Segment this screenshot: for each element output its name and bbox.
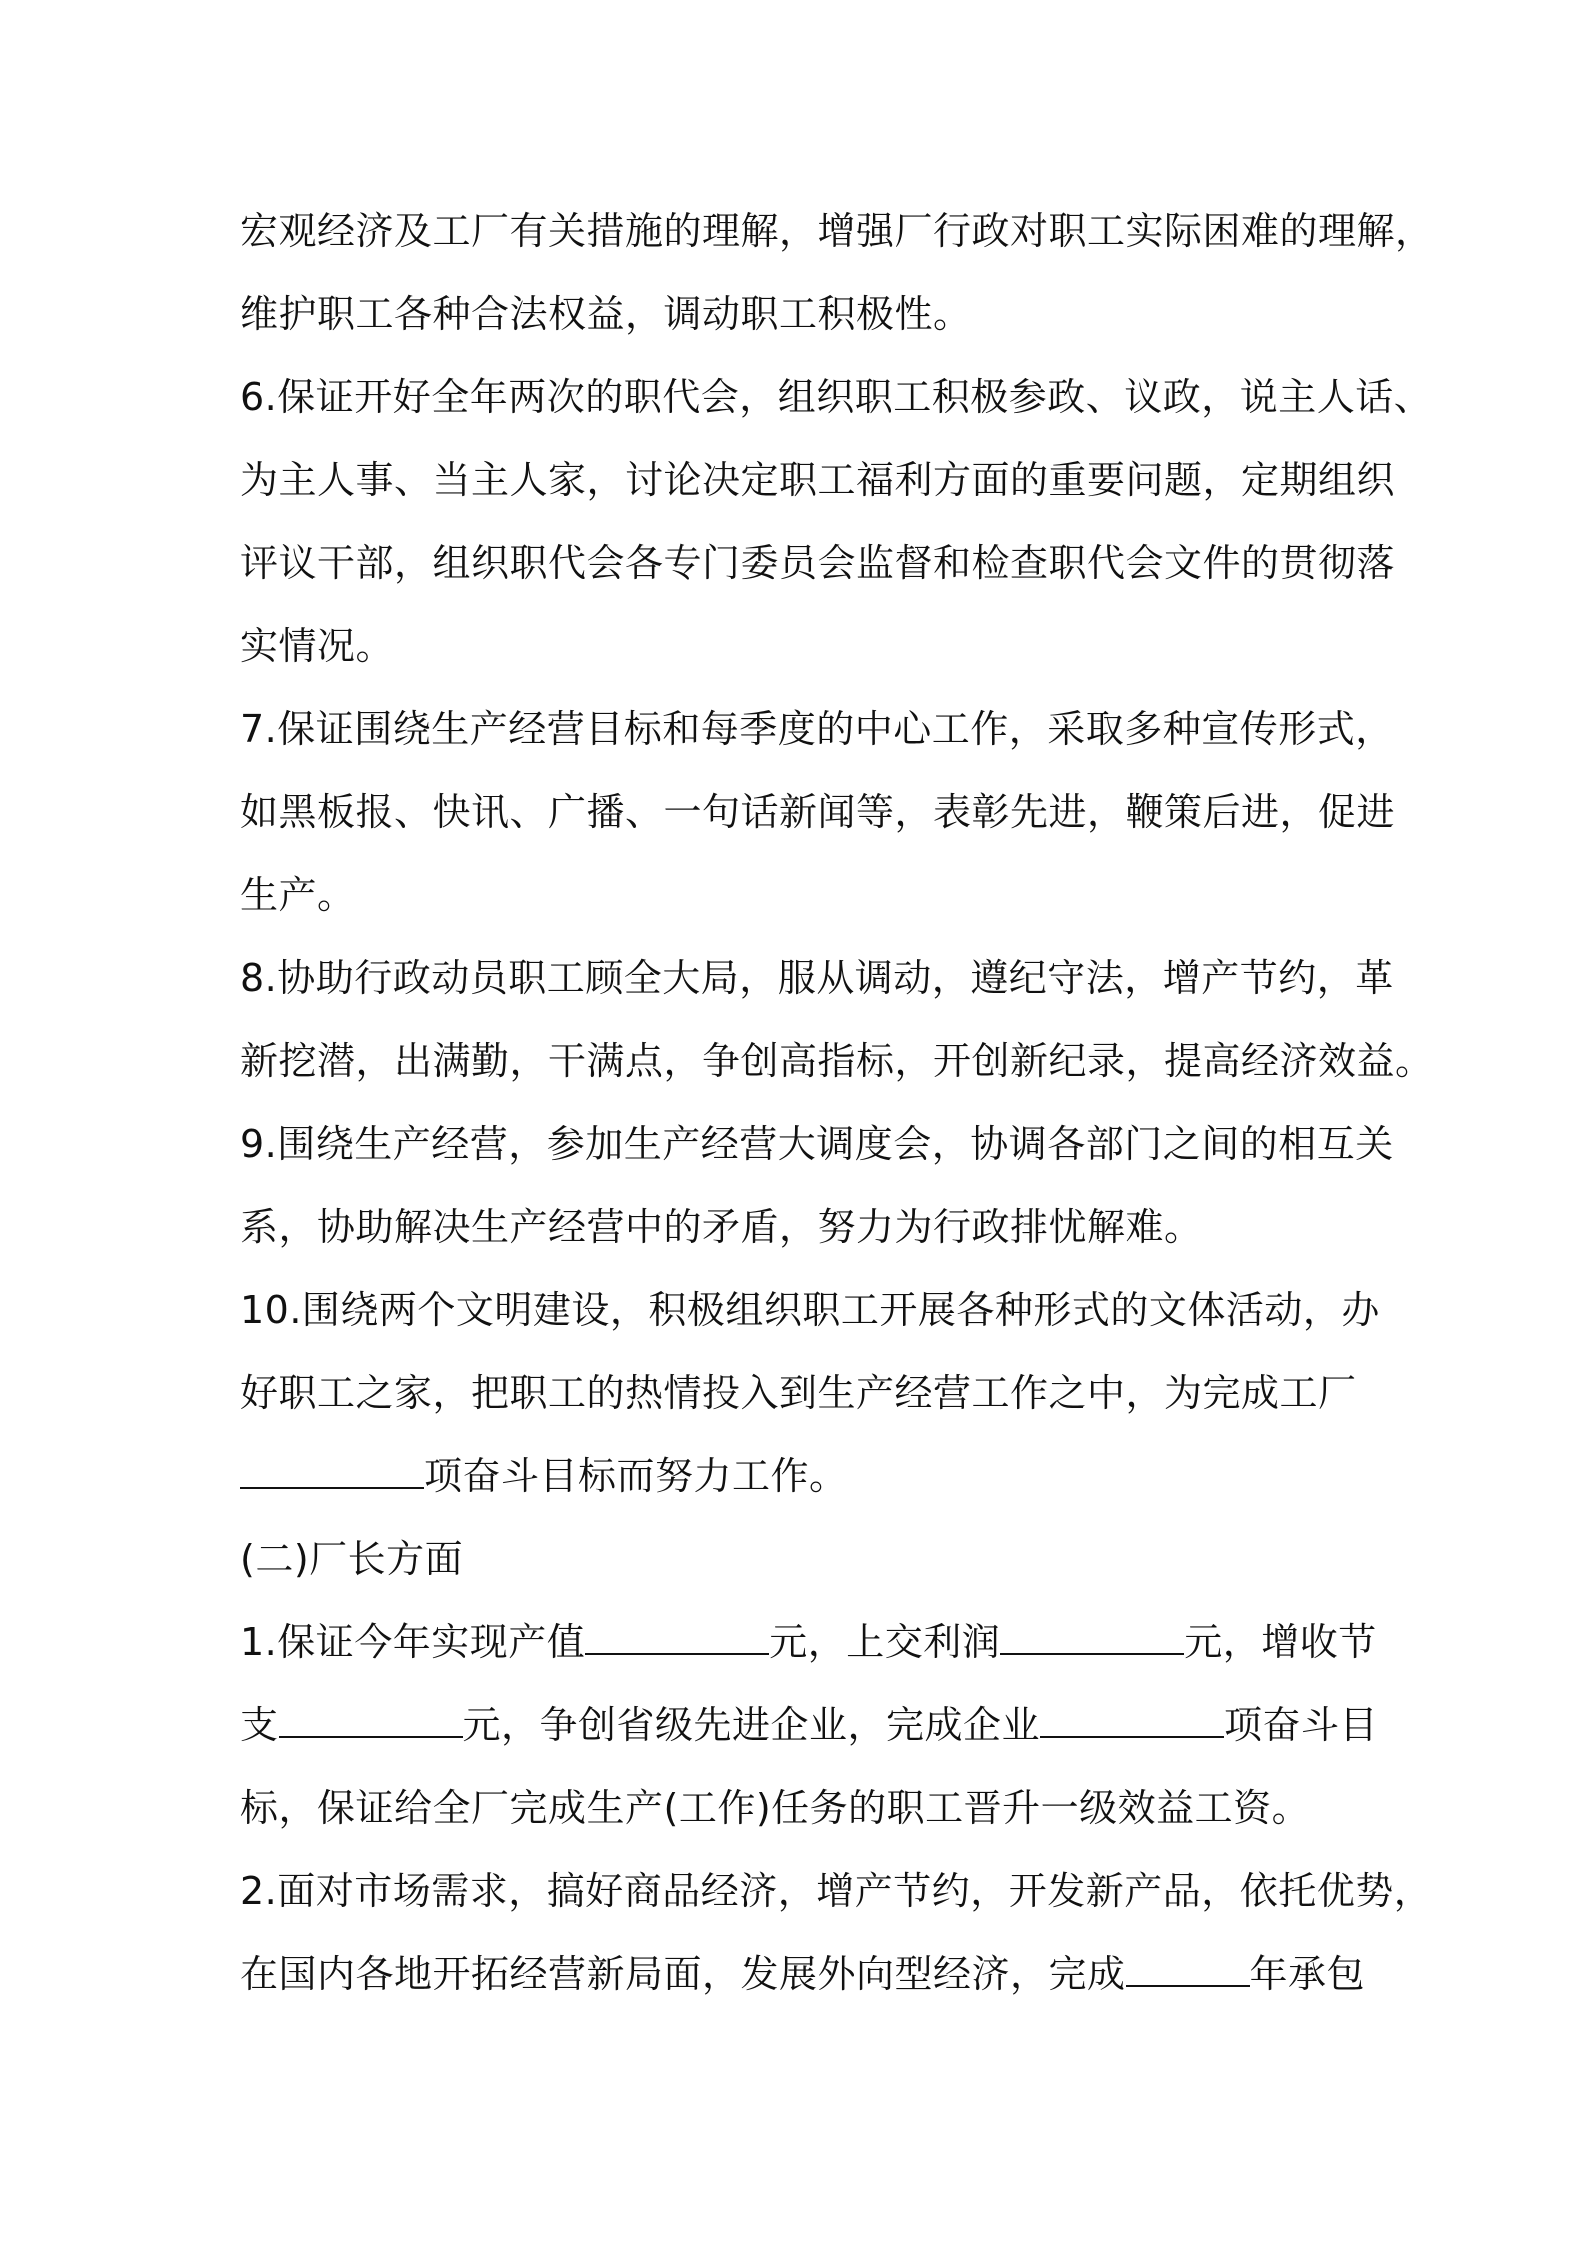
fill-blank	[1126, 1984, 1250, 1987]
text-span: 项奋斗目	[1224, 1703, 1379, 1747]
item-6-line-3: 评议干部，组织职代会各专门委员会监督和检查职代会文件的贯彻落	[240, 541, 1396, 585]
item-9-line-1: 9.围绕生产经营，参加生产经营大调度会，协调各部门之间的相互关	[240, 1122, 1394, 1166]
item-10-line-1: 10.围绕两个文明建设，积极组织职工开展各种形式的文体活动，办	[240, 1288, 1380, 1332]
fill-blank	[279, 1735, 463, 1738]
text-span: 1.保证今年实现产值	[240, 1620, 586, 1664]
item-7-line-3: 生产。	[240, 873, 356, 917]
item-6-line-1: 6.保证开好全年两次的职代会，组织职工积极参政、议政，说主人话、	[240, 375, 1433, 419]
text-span: 在国内各地开拓经营新局面，发展外向型经济，完成	[240, 1952, 1126, 1996]
item-10-line-3	[240, 1435, 1370, 1518]
text-span: 支	[240, 1703, 279, 1747]
item-7-line-2: 如黑板报、快讯、广播、一句话新闻等，表彰先进，鞭策后进，促进	[240, 790, 1396, 834]
director-item-1-line-3: 标，保证给全厂完成生产(工作)任务的职工晋升一级效益工资。	[240, 1786, 1311, 1830]
text-span: 元，上交利润	[769, 1620, 1001, 1664]
text-span: 项奋斗目标而努力工作。	[424, 1454, 848, 1498]
item-10-line-2: 好职工之家，把职工的热情投入到生产经营工作之中，为完成工厂	[240, 1371, 1357, 1415]
text-line-2: 维护职工各种合法权益，调动职工积极性。	[240, 292, 972, 336]
fill-blank	[585, 1652, 769, 1655]
text-span: 元，争创省级先进企业，完成企业	[462, 1703, 1041, 1747]
director-item-1-line-2	[240, 1684, 1379, 1767]
item-6-line-4: 实情况。	[240, 624, 395, 668]
fill-blank	[1040, 1735, 1224, 1738]
fill-blank	[240, 1486, 424, 1489]
text-line-1: 宏观经济及工厂有关措施的理解，增强厂行政对职工实际困难的理解，	[240, 209, 1434, 253]
item-6-line-2: 为主人事、当主人家，讨论决定职工福利方面的重要问题，定期组织	[240, 458, 1396, 502]
item-9-line-2: 系，协助解决生产经营中的矛盾，努力为行政排忧解难。	[240, 1205, 1203, 1249]
director-item-2-line-1: 2.面对市场需求，搞好商品经济，增产节约，开发新产品，依托优势，	[240, 1869, 1433, 1913]
text-span: 年承包	[1249, 1952, 1366, 1996]
item-8-line-1: 8.协助行政动员职工顾全大局，服从调动，遵纪守法，增产节约，革	[240, 956, 1394, 1000]
text-span: 元，增收节	[1184, 1620, 1377, 1664]
document-page	[240, 190, 1434, 2016]
item-8-line-2: 新挖潜，出满勤，干满点，争创高指标，开创新纪录，提高经济效益。	[240, 1039, 1434, 1083]
item-7-line-1: 7.保证围绕生产经营目标和每季度的中心工作，采取多种宣传形式，	[240, 707, 1394, 751]
director-item-1-line-1	[240, 1601, 1377, 1684]
fill-blank	[1000, 1652, 1184, 1655]
section-heading: (二)厂长方面	[240, 1537, 464, 1581]
director-item-2-line-2	[240, 1933, 1370, 2016]
